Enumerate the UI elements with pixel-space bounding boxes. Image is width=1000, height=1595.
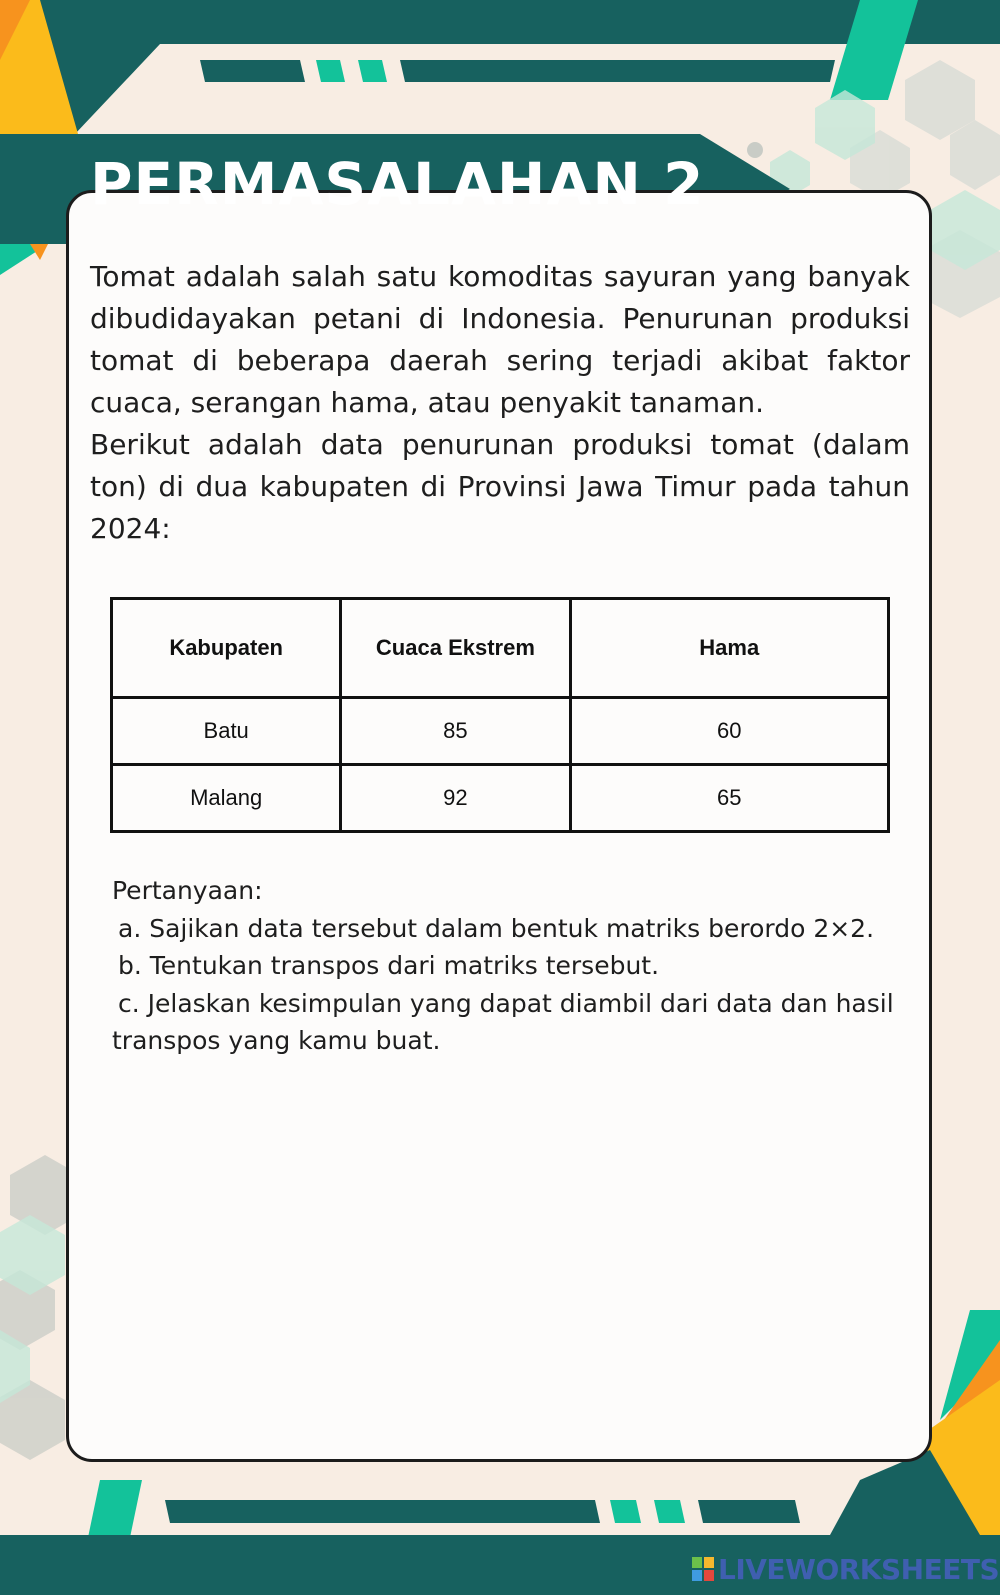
table-row — [112, 698, 889, 765]
table-cell: 85 — [341, 698, 570, 765]
questions-heading: Pertanyaan: — [112, 876, 263, 905]
table-header-row — [112, 599, 889, 698]
top-stripe — [200, 60, 305, 82]
problem-description — [90, 256, 910, 550]
intro-paragraph-2: Berikut adalah data penurunan produksi tomat (dalam ton) di dua kabupaten di Provinsi Jawa Timur pada tahun 2024: — [90, 428, 910, 545]
table-header: Hama — [570, 599, 889, 698]
table-header: Cuaca Ekstrem — [341, 599, 570, 698]
watermark-text: LIVEWORKSHEETS — [718, 1552, 1000, 1586]
table-cell: 60 — [570, 698, 889, 765]
table-cell: Batu — [112, 698, 341, 765]
liveworksheets-logo — [692, 1554, 999, 1584]
page-title: PERMASALAHAN 2 — [90, 150, 705, 218]
table-cell: Malang — [112, 765, 341, 832]
intro-paragraph-1: Tomat adalah salah satu komoditas sayuran yang banyak dibudidayakan petani di Indonesia. Penurunan produksi tomat di beberapa daerah sering terjadi akibat faktor cuaca, serangan hama, atau penyakit tanaman. — [90, 260, 910, 419]
question-item: b. Tentukan transpos dari matriks tersebut. — [118, 951, 660, 980]
question-item: a. Sajikan data tersebut dalam bentuk matriks berordo 2×2. — [118, 913, 875, 943]
top-stripe — [358, 60, 387, 82]
bottom-stripe — [654, 1500, 685, 1523]
logo-icon — [692, 1557, 714, 1581]
table-header: Kabupaten — [112, 599, 341, 698]
bottom-stripe — [165, 1500, 600, 1523]
top-stripe — [400, 60, 835, 82]
questions-section — [112, 872, 912, 1060]
table-cell: 92 — [341, 765, 570, 832]
production-table — [110, 597, 890, 833]
bottom-stripe — [610, 1500, 641, 1523]
bottom-stripe — [698, 1500, 800, 1523]
table-row — [112, 765, 889, 832]
dot-decoration — [747, 142, 763, 158]
top-stripe — [316, 60, 345, 82]
question-item: c. Jelaskan kesimpulan yang dapat diambil dari data dan hasil transpos yang kamu buat. — [112, 988, 894, 1055]
table-cell: 65 — [570, 765, 889, 832]
